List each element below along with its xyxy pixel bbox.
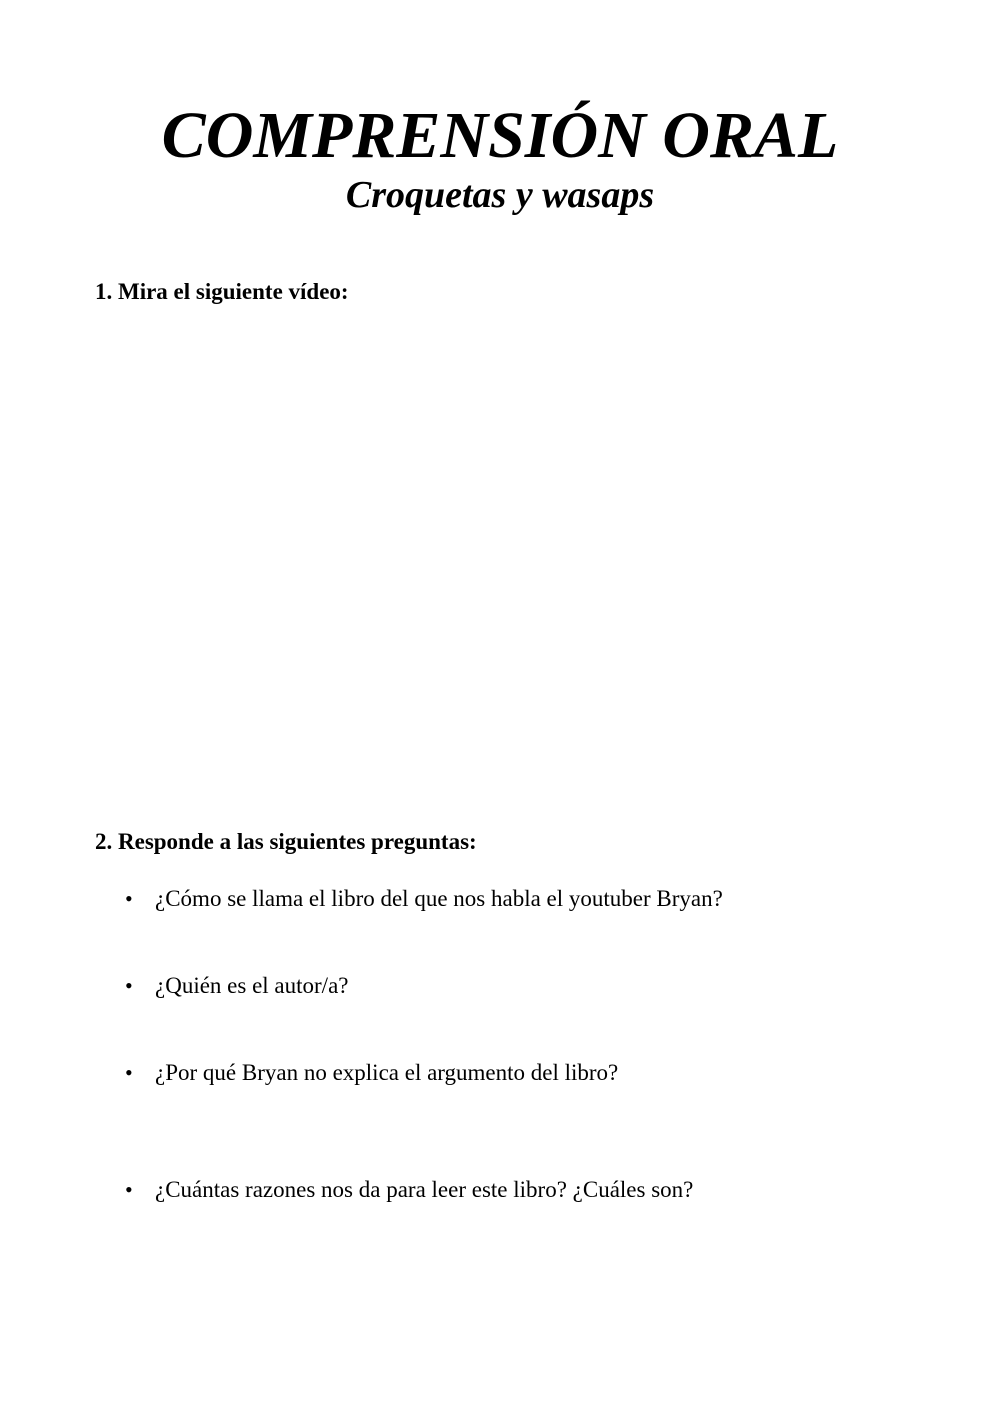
bullet-icon: • <box>125 973 133 998</box>
bullet-icon: • <box>125 886 133 911</box>
bullet-icon: • <box>125 1060 133 1085</box>
section-1-heading: 1. Mira el siguiente vídeo: <box>95 279 349 304</box>
page-title: COMPRENSIÓN ORAL <box>161 99 839 172</box>
bullet-icon: • <box>125 1177 133 1202</box>
question-text: ¿Quién es el autor/a? <box>155 973 349 998</box>
question-text: ¿Por qué Bryan no explica el argumento del libro? <box>155 1060 619 1085</box>
question-text: ¿Cómo se llama el libro del que nos habla el youtuber Bryan? <box>155 886 723 911</box>
page-subtitle: Croquetas y wasaps <box>345 174 655 216</box>
question-item <box>125 1176 693 1204</box>
question-item <box>125 972 349 1000</box>
question-text: ¿Cuántas razones nos da para leer este libro? ¿Cuáles son? <box>155 1177 694 1202</box>
section-2-heading: 2. Responde a las siguientes preguntas: <box>95 829 477 854</box>
question-item <box>125 1059 618 1087</box>
question-item <box>125 885 723 913</box>
video-placeholder-area <box>95 330 905 790</box>
